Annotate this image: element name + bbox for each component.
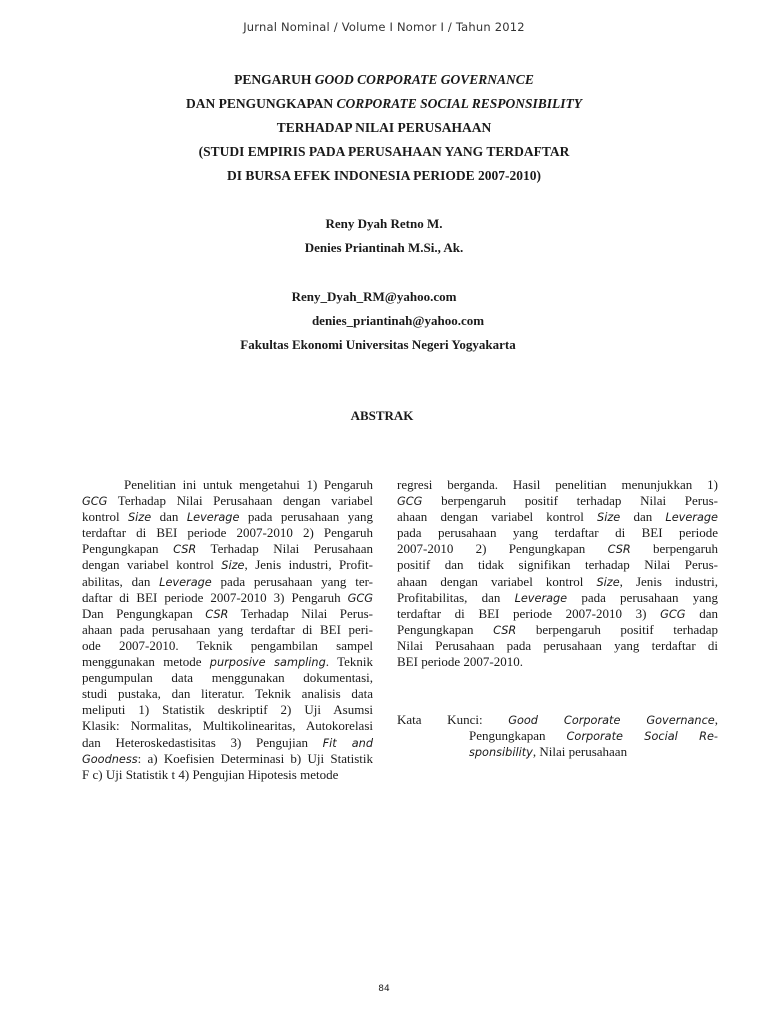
text-line bbox=[397, 712, 718, 728]
keywords bbox=[397, 712, 718, 760]
text-line bbox=[82, 541, 373, 557]
text-segment: dan bbox=[685, 605, 718, 621]
author-2: Denies Priantinah M.Si., Ak. bbox=[304, 240, 464, 255]
text-segment: meliputi 1) Statistik deskriptif 2) Uji Asumsi bbox=[82, 702, 373, 718]
text-segment: DAN PENGUNGKAPAN bbox=[185, 96, 337, 111]
text-segment: dan bbox=[151, 509, 187, 525]
text-line bbox=[199, 144, 570, 159]
text-segment: kontrol bbox=[82, 509, 128, 525]
text-segment: dan Heteroskedastisitas 3) Pengujian bbox=[82, 734, 323, 750]
italic-term: Fit and bbox=[322, 736, 373, 750]
italic-term: GCG bbox=[347, 591, 373, 605]
italic-term: Corporate Social Re- bbox=[566, 730, 718, 744]
italic-term: Leverage bbox=[514, 591, 568, 605]
email-1: Reny_Dyah_RM@yahoo.com bbox=[291, 289, 457, 304]
text-segment: pada perusahaan yang ter- bbox=[211, 573, 373, 589]
text-line bbox=[397, 744, 718, 760]
text-segment: Pengungkapan bbox=[82, 541, 174, 557]
text-line bbox=[397, 557, 718, 573]
italic-term: CSR bbox=[493, 623, 517, 637]
italic-term: GCG bbox=[660, 607, 686, 621]
text-segment: BEI periode 2007-2010. bbox=[397, 654, 524, 670]
abstract-heading: ABSTRAK bbox=[350, 408, 414, 423]
text-line bbox=[397, 590, 718, 606]
text-line bbox=[82, 654, 373, 670]
text-segment: ode 2007-2010. Teknik pengambilan sampel bbox=[82, 637, 373, 653]
text-line bbox=[397, 493, 718, 509]
text-line bbox=[82, 493, 373, 509]
text-segment: Kata Kunci: bbox=[397, 712, 509, 727]
text-segment: Terhadap Nilai Perus- bbox=[228, 605, 374, 621]
text-segment: dan bbox=[620, 509, 666, 525]
text-line bbox=[234, 72, 534, 87]
text-line bbox=[397, 541, 718, 557]
text-line bbox=[397, 606, 718, 622]
text-segment: Penelitian ini untuk mengetahui 1) Pengaruh bbox=[124, 477, 373, 492]
text-segment: dengan variabel kontrol bbox=[82, 557, 222, 573]
text-segment: 2007-2010 2) Pengungkapan bbox=[397, 541, 608, 557]
text-segment: , Jenis industri, Profit- bbox=[244, 557, 373, 573]
text-segment: berpengaruh bbox=[630, 541, 719, 557]
text-line bbox=[397, 654, 718, 670]
text-line bbox=[397, 477, 718, 493]
text-segment: (STUDI EMPIRIS PADA PERUSAHAAN YANG TERDAFTAR bbox=[198, 144, 570, 159]
text-segment: , bbox=[714, 712, 718, 727]
text-line bbox=[82, 477, 373, 493]
text-line bbox=[397, 638, 718, 654]
text-segment: terdaftar di BEI periode 2007-2010 2) Pengaruh bbox=[82, 525, 373, 541]
text-segment: ahaan pada perusahaan yang terdaftar di BEI peri- bbox=[82, 621, 373, 637]
text-line bbox=[82, 670, 373, 686]
text-line bbox=[82, 606, 373, 622]
text-line bbox=[82, 622, 373, 638]
text-line bbox=[82, 525, 373, 541]
text-segment: . Teknik bbox=[325, 654, 374, 670]
email-2: denies_priantinah@yahoo.com bbox=[311, 313, 485, 328]
text-segment: TERHADAP NILAI PERUSAHAAN bbox=[276, 120, 492, 135]
text-segment: DI BURSA EFEK INDONESIA PERIODE 2007-2010) bbox=[227, 168, 541, 183]
text-segment: abilitas, dan bbox=[82, 573, 160, 589]
text-line bbox=[186, 96, 582, 111]
text-segment: Klasik: Normalitas, Multikolinearitas, Autokorelasi bbox=[82, 718, 373, 734]
italic-term: Good Corporate Governance bbox=[508, 714, 715, 727]
text-line bbox=[397, 728, 718, 744]
text-segment: Pengungkapan bbox=[469, 728, 567, 744]
text-line bbox=[397, 574, 718, 590]
italic-term: Size bbox=[128, 511, 152, 525]
text-line bbox=[82, 509, 373, 525]
italic-term: GCG bbox=[82, 495, 108, 509]
text-segment: Pengungkapan bbox=[397, 621, 494, 637]
page-number: 84 bbox=[378, 984, 390, 994]
text-segment: positif dan tidak signifikan terhadap Nilai Perus- bbox=[397, 557, 718, 573]
text-line bbox=[397, 622, 718, 638]
text-line bbox=[82, 574, 373, 590]
author-1: Reny Dyah Retno M. bbox=[325, 216, 443, 231]
affiliation: Fakultas Ekonomi Universitas Negeri Yogyakarta bbox=[240, 337, 516, 352]
text-line bbox=[82, 702, 373, 718]
italic-term: CSR bbox=[607, 543, 631, 557]
text-segment: regresi berganda. Hasil penelitian menunjukkan 1) bbox=[397, 477, 718, 492]
text-line bbox=[82, 735, 373, 751]
abstract-left-column bbox=[82, 477, 373, 783]
text-segment: PENGARUH bbox=[234, 72, 315, 87]
text-segment: daftar di BEI periode 2007-2010 3) Pengaruh bbox=[82, 589, 348, 605]
text-segment: terdaftar di BEI periode 2007-2010 3) bbox=[397, 605, 661, 621]
text-segment: , Jenis industri, bbox=[619, 573, 718, 589]
text-segment: F c) Uji Statistik t 4) Pengujian Hipotesis metode bbox=[82, 766, 339, 782]
text-line bbox=[82, 686, 373, 702]
italic-term: Size bbox=[221, 559, 245, 573]
italic-term: Size bbox=[596, 575, 620, 589]
italic-term: Leverage bbox=[159, 575, 212, 589]
text-segment: menggunakan metode bbox=[82, 654, 210, 670]
text-line bbox=[82, 557, 373, 573]
text-line bbox=[277, 120, 492, 135]
text-line bbox=[82, 751, 373, 767]
italic-term: GOOD CORPORATE GOVERNANCE bbox=[314, 72, 534, 87]
abstract-right-column bbox=[397, 477, 718, 670]
text-line bbox=[227, 168, 541, 183]
text-segment: Dan Pengungkapan bbox=[82, 605, 206, 621]
text-segment: pengumpulan data menggunakan dokumentasi, bbox=[82, 670, 373, 686]
italic-term: Leverage bbox=[186, 511, 240, 525]
italic-term: GCG bbox=[397, 495, 423, 509]
italic-term: purposive sampling bbox=[209, 656, 326, 670]
italic-term: Size bbox=[597, 511, 621, 525]
italic-term: CSR bbox=[205, 607, 229, 621]
italic-term: CSR bbox=[173, 543, 197, 557]
journal-header: Jurnal Nominal / Volume I Nomor I / Tahun 2012 bbox=[243, 20, 525, 34]
text-line bbox=[397, 525, 718, 541]
text-segment: pada perusahaan yang bbox=[239, 509, 373, 525]
text-line bbox=[82, 638, 373, 654]
italic-term: Goodness bbox=[82, 752, 138, 766]
text-segment: : a) Koefisien Determinasi b) Uji Statistik bbox=[137, 750, 373, 766]
text-segment: Profitabilitas, dan bbox=[397, 589, 515, 605]
text-segment: pada perusahaan yang bbox=[567, 589, 718, 605]
text-segment: , Nilai perusahaan bbox=[532, 744, 628, 760]
text-segment: Terhadap Nilai Perusahaan dengan variabel bbox=[107, 493, 373, 509]
text-segment: ahaan dengan variabel kontrol bbox=[397, 509, 598, 525]
text-segment: ahaan dengan variabel kontrol bbox=[397, 573, 597, 589]
text-segment: pada perusahaan yang terdaftar di BEI periode bbox=[397, 525, 718, 541]
italic-term: CORPORATE SOCIAL RESPONSIBILITY bbox=[336, 96, 583, 111]
text-line bbox=[82, 767, 373, 783]
italic-term: Leverage bbox=[665, 511, 718, 525]
text-segment: studi pustaka, dan literatur. Teknik analisis data bbox=[82, 686, 373, 702]
text-line bbox=[82, 590, 373, 606]
text-segment: berpengaruh positif terhadap bbox=[516, 621, 718, 637]
text-segment: Nilai Perusahaan pada perusahaan yang terdaftar di bbox=[397, 637, 718, 653]
text-segment: Terhadap Nilai Perusahaan bbox=[196, 541, 373, 557]
italic-term: sponsibility bbox=[469, 746, 533, 760]
text-segment: berpengaruh positif terhadap Nilai Perus- bbox=[422, 493, 718, 509]
article-title bbox=[0, 68, 768, 188]
text-line bbox=[82, 718, 373, 734]
text-line bbox=[397, 509, 718, 525]
